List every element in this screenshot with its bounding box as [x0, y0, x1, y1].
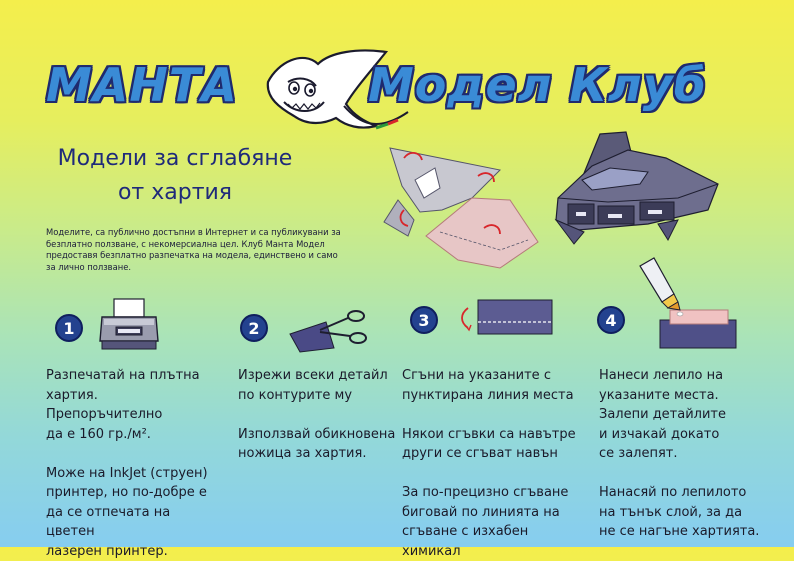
step-1-text: Разпечатай на плътна хартия. Препоръчително да е 160 гр./м². Може на InkJet (струен) принтер, но по-добре е да се отпечата на цветен лазерен принтер. — [46, 368, 208, 559]
step-1-badge: 1 — [55, 314, 83, 342]
spaceship-model-icon — [548, 128, 738, 253]
page-title-line2: от хартия — [117, 180, 233, 205]
printer-icon — [98, 295, 160, 355]
step-3-badge: 3 — [410, 306, 438, 334]
step-2-text: Изрежи всеки детайл по контурите му Използвай обикновена ножица за хартия. — [238, 368, 396, 461]
step-4-badge: 4 — [597, 306, 625, 334]
step-3-text: Сгъни на указаните с пунктирана линия места Някои сгъвки са навътре други се сгъват навън За по-прецизно сгъване биговай по линията на сгъване с изхабен химикал — [402, 368, 576, 559]
step-4-text: Нанеси лепило на указаните места. Залепи детайлите и изчакай докато се залепят. Нанасяй по лепилото на тънък слой, за да не се нагъне хартията. — [599, 368, 760, 539]
scissors-icon — [286, 308, 370, 354]
glue-icon — [634, 256, 738, 350]
brand-right-text: Модел Клуб — [368, 58, 707, 112]
brand-left-text: МАНТА — [46, 58, 238, 112]
paper-model-sheet-icon — [380, 140, 555, 280]
fold-icon — [456, 296, 556, 338]
page-title — [30, 142, 320, 210]
step-2-badge: 2 — [240, 314, 268, 342]
page-title-line1: Модели за сглабяне — [57, 146, 293, 171]
intro-text: Моделите, са публично достъпни в Интернет и са публикувани за безплатно ползване, с некомерсиална цел. Клуб Манта Модел предоставя безплатно разпечатка на модела, единствено и само за лично ползване. — [46, 227, 341, 272]
